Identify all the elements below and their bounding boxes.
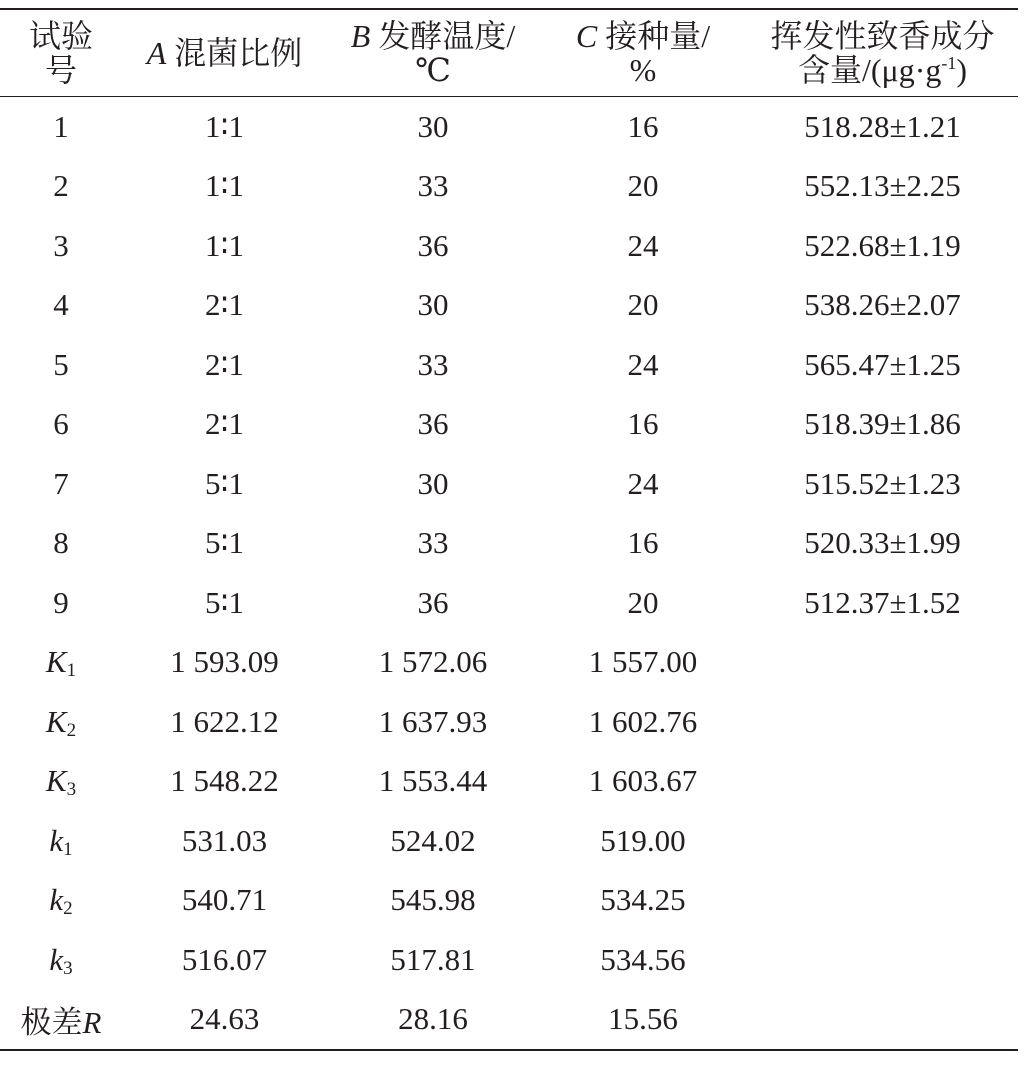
header-mix-ratio: A 混菌比例: [146, 35, 303, 71]
mix-ratio-cell: 5∶1: [204, 525, 245, 561]
stat-symbol: k: [49, 822, 64, 858]
stat-b-cell: 517.81: [390, 941, 476, 977]
inoculum-cell: 24: [627, 227, 659, 263]
range-label-cell: [0, 990, 122, 1051]
inoculum-cell: 16: [627, 406, 659, 442]
mix-ratio-cell: 2∶1: [204, 346, 245, 382]
test-no-cell: 7: [53, 465, 69, 501]
mix-ratio-cell: 5∶1: [204, 584, 245, 620]
header-inoculum: C 接种量/ %: [575, 18, 711, 88]
volatile-content-cell: 518.28±1.21: [804, 108, 961, 144]
inoculum-cell: 24: [627, 465, 659, 501]
stat-row: [0, 871, 1018, 931]
orthogonal-test-table: [0, 8, 1018, 1051]
table-header: [0, 9, 1018, 97]
volatile-content-cell: 515.52±1.23: [804, 465, 961, 501]
stat-empty-cell: [747, 930, 1018, 990]
ferment-temp-cell: 33: [417, 168, 449, 204]
stat-a-cell: 1 593.09: [170, 644, 279, 680]
stat-empty-cell: [747, 633, 1018, 693]
stat-empty-cell: [747, 871, 1018, 931]
range-b-cell: 28.16: [398, 1001, 468, 1037]
stat-row: [0, 752, 1018, 812]
table-row: [0, 216, 1018, 276]
stat-subscript: 2: [66, 719, 77, 741]
stat-empty-cell: [747, 811, 1018, 871]
stat-a-cell: 531.03: [181, 822, 268, 858]
stat-subscript: 1: [66, 660, 77, 682]
stat-row: [0, 930, 1018, 990]
inoculum-cell: 20: [627, 168, 659, 204]
inoculum-cell: 16: [627, 108, 659, 144]
volatile-content-cell: 512.37±1.52: [804, 584, 961, 620]
test-no-cell: 6: [53, 406, 69, 442]
stat-label-cell: [0, 871, 122, 931]
stat-c-cell: 534.56: [600, 941, 686, 977]
stat-subscript: 3: [63, 957, 73, 979]
table-row: [0, 573, 1018, 633]
stat-a-cell: 516.07: [181, 941, 268, 977]
range-empty-cell: [747, 990, 1018, 1051]
range-row: [0, 990, 1018, 1051]
table-row: [0, 514, 1018, 574]
range-c-cell: 15.56: [608, 1001, 678, 1037]
volatile-content-cell: 552.13±2.25: [804, 168, 961, 204]
stat-c-cell: 519.00: [600, 822, 686, 858]
ferment-temp-cell: 30: [417, 465, 449, 501]
inoculum-cell: 24: [627, 346, 659, 382]
stat-label-cell: [0, 752, 122, 812]
header-ferment-temp: B 发酵温度/ ℃: [350, 18, 516, 88]
volatile-content-cell: 565.47±1.25: [804, 346, 961, 382]
stat-symbol: K: [45, 644, 67, 680]
stat-c-cell: 534.25: [600, 882, 686, 918]
ferment-temp-cell: 36: [417, 584, 449, 620]
volatile-content-cell: 518.39±1.86: [804, 406, 961, 442]
table-row: [0, 157, 1018, 217]
ferment-temp-cell: 33: [417, 346, 449, 382]
test-no-cell: 2: [53, 168, 69, 204]
stat-label-cell: [0, 930, 122, 990]
test-no-cell: 5: [53, 346, 69, 382]
table-row: [0, 276, 1018, 336]
stat-b-cell: 545.98: [390, 882, 476, 918]
stat-label-cell: [0, 811, 122, 871]
test-no-cell: 8: [53, 525, 69, 561]
inoculum-cell: 20: [627, 287, 659, 323]
ferment-temp-cell: 36: [417, 227, 449, 263]
table-row: [0, 454, 1018, 514]
stat-empty-cell: [747, 752, 1018, 812]
stat-symbol: k: [49, 941, 64, 977]
stat-symbol: k: [49, 882, 64, 918]
stat-b-cell: 1 637.93: [378, 703, 488, 739]
stat-a-cell: 1 622.12: [170, 703, 279, 739]
range-a-cell: 24.63: [189, 1001, 260, 1037]
mix-ratio-cell: 5∶1: [204, 465, 245, 501]
table-row: [0, 335, 1018, 395]
stat-label-cell: [0, 692, 122, 752]
stat-symbol: K: [45, 703, 67, 739]
stat-label-cell: [0, 633, 122, 693]
stat-b-cell: 1 572.06: [378, 644, 488, 680]
stat-subscript: 2: [63, 898, 73, 920]
stat-row: [0, 633, 1018, 693]
header-volatile-content: 挥发性致香成分 含量$/(\mu g\cdot g^{-1})$: [770, 18, 995, 88]
test-no-cell: 3: [53, 227, 69, 263]
stat-c-cell: 1 557.00: [588, 644, 698, 680]
volatile-content-cell: 522.68±1.19: [804, 227, 961, 263]
stat-c-cell: 1 602.76: [588, 703, 698, 739]
range-label-text: 极差: [20, 1004, 83, 1040]
stat-empty-cell: [747, 692, 1018, 752]
table-row: [0, 395, 1018, 455]
volatile-content-cell: 520.33±1.99: [804, 525, 961, 561]
ferment-temp-cell: 33: [417, 525, 449, 561]
header-row: [0, 9, 1018, 97]
mix-ratio-cell: 1∶1: [204, 168, 245, 204]
test-no-cell: 4: [53, 287, 69, 323]
test-no-cell: 1: [53, 108, 69, 144]
mix-ratio-cell: 1∶1: [204, 227, 245, 263]
results-table: [0, 8, 1018, 1051]
stat-row: [0, 811, 1018, 871]
ferment-temp-cell: 30: [417, 287, 449, 323]
stat-b-cell: 524.02: [390, 822, 476, 858]
stat-subscript: 3: [66, 779, 77, 801]
test-no-cell: 9: [53, 584, 69, 620]
inoculum-cell: 16: [627, 525, 659, 561]
mix-ratio-cell: 1∶1: [204, 108, 245, 144]
stat-subscript: 1: [63, 838, 73, 860]
table-row: [0, 97, 1018, 157]
ferment-temp-cell: 30: [417, 108, 449, 144]
inoculum-cell: 20: [627, 584, 659, 620]
volatile-content-cell: 538.26±2.07: [804, 287, 961, 323]
range-symbol: R: [82, 1004, 102, 1040]
stat-symbol: K: [45, 763, 67, 799]
stat-c-cell: 1 603.67: [588, 763, 698, 799]
table-body: [0, 97, 1018, 1051]
stat-b-cell: 1 553.44: [378, 763, 488, 799]
mix-ratio-cell: 2∶1: [204, 287, 245, 323]
stat-a-cell: 540.71: [181, 882, 268, 918]
stat-a-cell: 1 548.22: [170, 763, 279, 799]
mix-ratio-cell: 2∶1: [204, 406, 245, 442]
stat-row: [0, 692, 1018, 752]
ferment-temp-cell: 36: [417, 406, 449, 442]
header-test-no: 试验 号: [28, 18, 93, 88]
